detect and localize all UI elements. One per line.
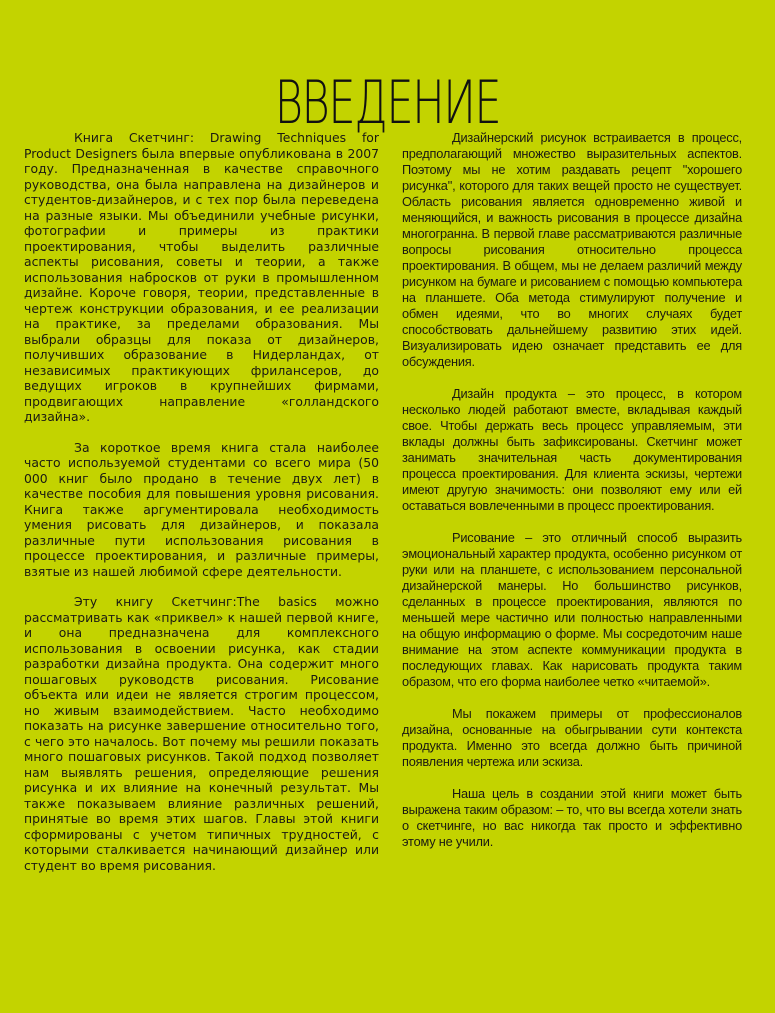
left-column xyxy=(24,130,379,888)
paragraph: Рисование – это отличный способ выразить эмоциональный характер продукта, особенно рисунком от руки или на планшете, с использованием персональной дизайнерской манеры. Но большинство рисунков, сделанных в процессе проектирования, являются по меньшей мере частично или полностью направленными на общую информацию о форме. Мы сосредоточим наше внимание на этом аспекте коммуникации продукта в последующих главах. Как нарисовать продукта таким образом, что его форма наиболее четко «читаемой». xyxy=(402,530,742,689)
paragraph: Эту книгу Скетчинг:The basics можно рассматривать как «приквел» к нашей первой книге, и она предназначена для комплексного использования в освоении рисунка, как стадии разработки дизайна продукта. Она содержит много пошаговых руководств рисования. Рисование объекта или идеи не является строгим процессом, но живым взаимодействием. Часто необходимо показать на рисунке завершение относительно того, с чего это началось. Вот почему мы решили показать много пошаговых рисунков. Такой подход позволяет нам выявлять решения, определяющие решения рисунка и их влияние на конечный результат. Мы также показываем влияние различных решений, принятые во время этих шагов. Главы этой книги сформированы с учетом типичных трудностей, с которыми сталкивается начинающий дизайнер или студент во время рисования. xyxy=(24,594,379,873)
right-column xyxy=(402,130,742,866)
paragraph: Дизайнерский рисунок встраивается в процесс, предполагающий множество выразительных аспектов. Поэтому мы не хотим раздавать рецепт "хорошего рисунка", которого для таких вещей просто не существует. Область рисования является одновременно живой и меняющийся, и важность рисования в процессе дизайна многогранна. В первой главе рассматриваются различные вопросы рисования относительно процесса проектирования. В общем, мы не делаем различий между рисунком на бумаге и рисованием с помощью компьютера на планшете. Оба метода стимулируют получение и обмен идеями, что во многих случаях будет способствовать дальнейшему развитию этих идей. Визуализировать идею означает представить ее для обсуждения. xyxy=(402,130,742,369)
paragraph: Наша цель в создании этой книги может быть выражена таким образом: – то, что вы всегда хотели знать о скетчинге, но вас никогда так просто и эффективно этому не учили. xyxy=(402,786,742,849)
paragraph: Мы покажем примеры от профессионалов дизайна, основанные на обыгрывании сути контекста продукта. Именно это всегда должно быть причиной появления чертежа или эскиза. xyxy=(402,706,742,769)
paragraph: Книга Скетчинг: Drawing Techniques for Product Designers была впервые опубликована в 2007 году. Предназначенная в качестве справочного руководства, она была направлена на дизайнеров и студентов-дизайнеров, и с тех пор была переведена на разные языки. Мы объединили учебные рисунки, фотографии и примеры из практики проектирования, чтобы выделить различные аспекты рисования, советы и теории, а также использования набросков от руки в промышленном дизайне. Короче говоря, теории, представленные в чертеж конструкции образования, и ее реализации на практике, за пределами образования. Мы выбрали образцы для показа от дизайнеров, получивших образование в Нидерландах, от независимых практикующих фрилансеров, до ведущих игроков в крупнейших фирмами, продвигающих направление «голландского дизайна». xyxy=(24,130,379,424)
paragraph: За короткое время книга стала наиболее часто используемой студентами со всего мира (50 000 книг было продано в течение двух лет) в качестве пособия для повышения уровня рисования. Книга также аргументировала необходимость умения рисовать для дизайнеров, и показала различные пути использования рисования в процессе проектирования, и различные примеры, взятые из нашей любимой сфере деятельности. xyxy=(24,439,379,579)
paragraph: Дизайн продукта – это процесс, в котором несколько людей работают вместе, вкладывая каждый свое. Чтобы держать весь процесс управляемым, эти вклады должны быть зафиксированы. Скетчинг может занимать значительная часть документирования процесса проектирования. Для клиента эскизы, чертежи имеют другую значимость: они позволяют ему или ей оставаться вовлеченными в процесс проектирования. xyxy=(402,386,742,513)
page-title: ВВЕДЕНИЕ xyxy=(274,68,501,139)
